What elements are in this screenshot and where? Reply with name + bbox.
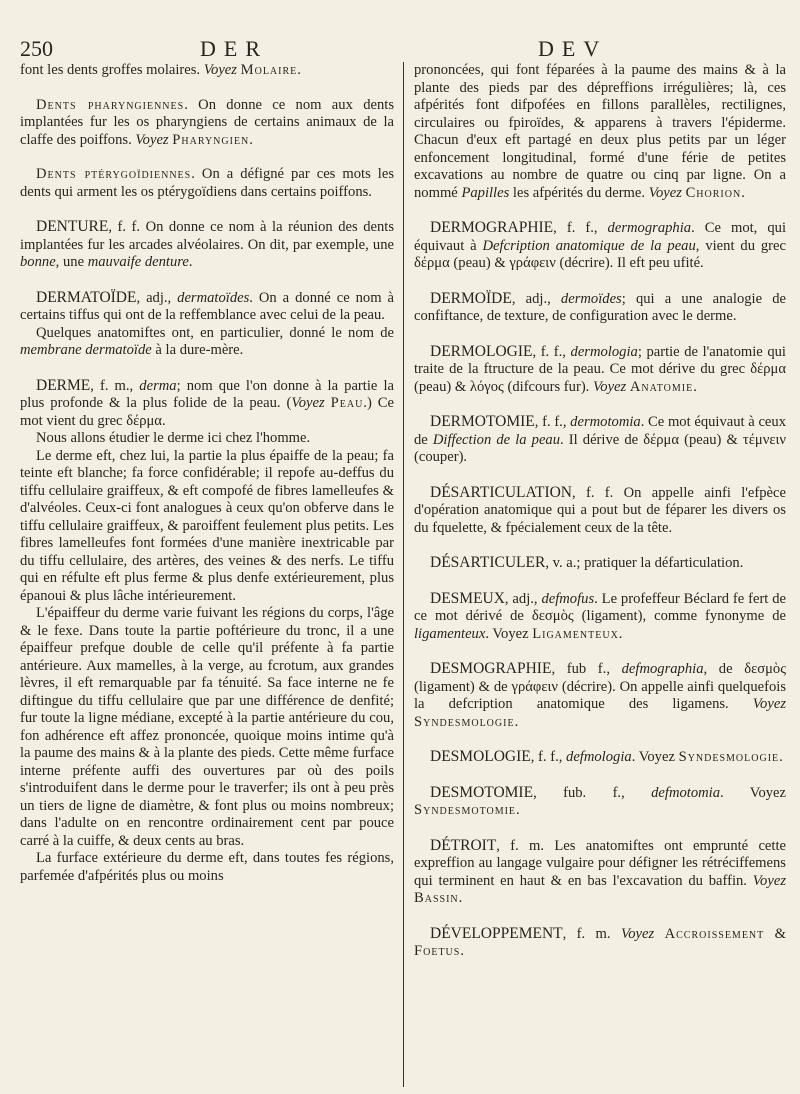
greek-word: δέρμα bbox=[643, 431, 679, 448]
cross-reference: Syndesmologie bbox=[678, 749, 780, 765]
paragraph: L'épaiffeur du derme varie fuivant les régions du corps, l'âge & le fexe. Dans toute la partie poftérieure du tronc, il a une épaiffeur prefque double de celle qu'il préfente à fa partie antérieure. Aux mamelles, à la verge, au fcrotum, aux grandes lèvres, il eft remarquable par fa ténuité. Sa face interne ne fe diftingue du tiffu cellulaire que par une différence de denfité; fur toute la ligne médiane, excepté à la partie antérieure du cou, fon adhérence eft affez prononcée, quoique moins intime qu'à la paume des mains & à la plante des pieds. Cette même furface interne préfente auffi des ouvertures par où des poils s'introduifent dans le derme pour le traverfer; ils ont à peu près un tiers de ligne de diamètre, & font plus ou moins nombreux; dans l'adulte on en rencontre ordinairement cent par pouce carré à la cuiffe, & deux cents au bras. bbox=[20, 605, 394, 849]
entry-headword: DENTURE bbox=[36, 218, 109, 235]
cross-reference: Anatomie bbox=[629, 378, 694, 395]
greek-word: δέρμα bbox=[126, 412, 162, 429]
paragraph: Quelques anatomiftes ont, en particulier, donné le nom de membrane dermatoïde à la dure-mère. bbox=[20, 324, 394, 358]
entry-derme: DERME, f. m., derma; nom que l'on donne à la partie la plus profonde & la plus folide de la peau. (Voyez Peau.) Ce mot vient du grec δέρμα. Nous allons étudier le derme ici chez l'homme. Le derme eft, chez lui, la partie la plus épaiffe de la peau; fa teinte eft blanche; fa force confidérable; il repofe au-deffus du tiffu cellulaire graiffeux, & eft compofé de fibres lamelleufes & d'alvéoles. Ceux-ci font analogues à ceux qu'on obferve dans le tiffu cellulaire graiffeux, & paroiffent feulement plus petits. Les fibres lamelleufes font formées d'une manière inextricable par du tiffu cellulaire, des artères, des veines & des nerfs. Le tiffu qui en réfulte eft plus ferme & plus denfe extérieurement, plus épanoui & plus lâche intérieurement. L'épaiffeur du derme varie fuivant les régions du corps, l'âge & le fexe. Dans toute la partie poftérieure du tronc, il a une épaiffeur prefque double de celle qu'il préfente à fa partie antérieure. Aux mamelles, à la verge, au fcrotum, aux grandes lèvres, il eft remarquable par fa ténuité. Sa face interne ne fe diftingue du tiffu cellulaire que par une différence de denfité; fur toute la ligne médiane, excepté à la partie antérieure du cou, fon adhérence eft affez prononcée, quoique moins intime qu'à la paume des mains & à la plante des pieds. Cette même furface interne préfente auffi des ouvertures par où des poils s'introduifent dans le derme pour le traverfer; ils ont à peu près un tiers de ligne de diamètre, & font plus ou moins nombreux; dans l'adulte on en rencontre ordinairement cent par pouce carré à la cuiffe, & deux cents au bras. La furface extérieure du derme eft, dans toutes fes régions, parfemée d'afpérités plus ou moins bbox=[20, 376, 394, 884]
entry-headword: DERME bbox=[36, 376, 91, 394]
entry-headword: DERMATOÏDE bbox=[36, 288, 137, 306]
cross-reference: Syndesmotomie bbox=[414, 802, 517, 818]
greek-word: γράφειν bbox=[509, 255, 556, 271]
entry-desmologie: DESMOLOGIE, f. f., defmologia. Voyez Syndesmologie. bbox=[430, 748, 783, 765]
entry-headword: DESMOGRAPHIE bbox=[430, 660, 552, 677]
column-divider bbox=[403, 62, 404, 1087]
paragraph: La furface extérieure du derme eft, dans toutes fes régions, parfemée d'afpérités plus ou moins bbox=[20, 850, 394, 884]
entry-dermoide: DERMOÏDE, adj., dermoïdes; qui a une analogie de confiftance, de texture, de configuration avec le derme. bbox=[414, 289, 787, 324]
entry-headword: Dents pharyngiennes bbox=[36, 96, 185, 113]
cross-reference: Peau bbox=[330, 395, 364, 411]
entry-desmographie: DESMOGRAPHIE, fub f., defmographia, de δεσμὸς (ligament) & de γράφειν (décrire). On appelle ainfi quelquefois la defcription anatomique des ligamens. Voyez Syndesmologie. bbox=[414, 660, 786, 730]
entry-dermotomie: DERMOTOMIE, f. f., dermotomia. Ce mot équivaut à ceux de Diffection de la peau. Il dérive de δέρμα (peau) & τέμνειν (couper). bbox=[414, 413, 786, 465]
entry-derme-continued: prononcées, qui font féparées à la paume des mains & à la plante des pieds par des dépreffions irrégulières; là, ces afpérités font difpofées en fillons parallèles, rectilignes, circulaires ou fpiroïdes, & apparens à travers l'épiderme. Chacun d'eux eft partagé en deux plus petits par un léger enfoncement longitudinal, formé d'une férie de petites excavations au nombre de quatre ou cinq par ligne. On a nommé Papilles les afpérités du derme. Voyez Chorion. bbox=[414, 62, 786, 201]
greek-word: λόγος bbox=[469, 378, 504, 395]
entry-dermologie: DERMOLOGIE, f. f., dermologia; partie de l'anatomie qui traite de la ftructure de la peau. Ce mot dérive du grec δέρμα (peau) & λόγος (difcours fur). Voyez Anatomie. bbox=[414, 342, 786, 395]
paragraph: Le derme eft, chez lui, la partie la plus épaiffe de la peau; fa teinte eft blanche; fa force confidérable; il repofe au-deffus du tiffu cellulaire graiffeux, & eft compofé de fibres lamelleufes & d'alvéoles. Ceux-ci font analogues à ceux qu'on obferve dans le tiffu cellulaire graiffeux, & paroiffent feulement plus petits. Les fibres lamelleufes font formées d'une manière inextricable par du tiffu cellulaire, des artères, des veines & des nerfs. Le tiffu qui en réfulte eft plus ferme & plus denfe extérieurement, plus épanoui & plus lâche intérieurement. bbox=[20, 447, 394, 604]
cross-reference: Ligamenteux bbox=[532, 625, 619, 642]
cross-reference: Bassin bbox=[414, 890, 459, 906]
entry-dents-pharyngiennes: Dents pharyngiennes. On donne ce nom aux dents implantées fur les os pharyngiens de certains animaux de la claffe des poiffons. Voyez Pharyngien. bbox=[20, 96, 394, 148]
greek-word: δέρμα bbox=[750, 361, 786, 377]
cross-reference: Accroissement bbox=[664, 925, 765, 942]
entry-headword: DÉVELOPPEMENT bbox=[430, 924, 563, 942]
entry-headword: DESMEUX bbox=[430, 589, 505, 607]
cross-reference: Molaire bbox=[240, 62, 298, 78]
greek-word: γράφειν bbox=[511, 678, 558, 695]
greek-word: δεσμὸς bbox=[531, 608, 574, 624]
entry-headword: DESMOTOMIE bbox=[430, 783, 534, 801]
left-column bbox=[20, 62, 394, 897]
running-head-left: DER bbox=[200, 36, 268, 61]
paragraph: Nous allons étudier le derme ici chez l'homme. bbox=[36, 430, 311, 446]
entry-detroit: DÉTROIT, f. m. Les anatomiftes ont emprunté cette expreffion au langage vulgaire pour défigner les rétréciffemens qui terminent en haut & en bas l'excavation du baffin. Voyez Bassin. bbox=[414, 836, 786, 906]
entry-denture: DENTURE, f. f. On donne ce nom à la réunion des dents implantées fur les arcades alvéolaires. On dit, par exemple, une bonne, une mauvaife denture. bbox=[20, 218, 394, 270]
entry-desmeux: DESMEUX, adj., defmofus. Le profeffeur Béclard fe fert de ce mot dérivé de δεσμὸς (ligament), comme fynonyme de ligamenteux. Voyez Ligamenteux. bbox=[414, 589, 786, 642]
entry-headword: DÉSARTICULER bbox=[430, 554, 546, 571]
cross-reference: Pharyngien bbox=[172, 131, 250, 148]
entry-desarticuler: DÉSARTICULER, v. a.; pratiquer la défarticulation. bbox=[430, 554, 744, 571]
greek-word: δέρμα bbox=[414, 255, 450, 271]
cross-reference: Foetus bbox=[414, 943, 461, 959]
entry-dents-pterygoidiennes: Dents ptérygoïdiennes. On a défigné par ces mots les dents qui arment les os ptérygoïdiens dans certains poiffons. bbox=[20, 166, 394, 200]
entry-dermatoide: DERMATOÏDE, adj., dermatoïdes. On a donné ce nom à certains tiffus qui ont de la reffemblance avec celui de la peau. Quelques anatomiftes ont, en particulier, donné le nom de membrane dermatoïde à la dure-mère. bbox=[20, 288, 394, 358]
entry-desmotomie: DESMOTOMIE, fub. f., defmotomia. Voyez Syndesmotomie. bbox=[414, 783, 786, 818]
cross-reference: Chorion bbox=[685, 184, 742, 201]
entry-headword: DESMOLOGIE bbox=[430, 748, 531, 765]
cross-reference: Syndesmologie bbox=[414, 713, 515, 730]
entry-headword: DERMOTOMIE bbox=[430, 413, 535, 430]
entry-desarticulation: DÉSARTICULATION, f. f. On appelle ainfi l'efpèce d'opération anatomique qui a pout but de féparer les divers os du fquelette, & fpécialement ceux de la tête. bbox=[414, 483, 786, 536]
entry-developpement: DÉVELOPPEMENT, f. m. Voyez Accroissement & Foetus. bbox=[414, 924, 787, 959]
running-head-right: DEV bbox=[538, 36, 608, 61]
entry-dermographie: DERMOGRAPHIE, f. f., dermographia. Ce mot, qui équivaut à Defcription anatomique de la peau, vient du grec δέρμα (peau) & γράφειν (décrire). Il eft peu ufité. bbox=[414, 219, 786, 271]
greek-word: δεσμὸς bbox=[744, 661, 786, 677]
right-column bbox=[414, 62, 786, 978]
entry-headword: DERMOÏDE bbox=[430, 289, 512, 307]
greek-word: τέμνειν bbox=[742, 431, 786, 448]
entry-headword: DÉSARTICULATION bbox=[430, 483, 573, 501]
entry-molaire-tail: font les dents groffes molaires. Voyez Molaire. bbox=[20, 62, 301, 78]
entry-headword: DERMOGRAPHIE bbox=[430, 219, 554, 236]
entry-headword: Dents ptérygoïdiennes bbox=[36, 166, 192, 182]
entry-headword: DERMOLOGIE bbox=[430, 342, 533, 360]
entry-headword: DÉTROIT bbox=[430, 836, 497, 854]
page-number: 250 bbox=[20, 36, 53, 61]
